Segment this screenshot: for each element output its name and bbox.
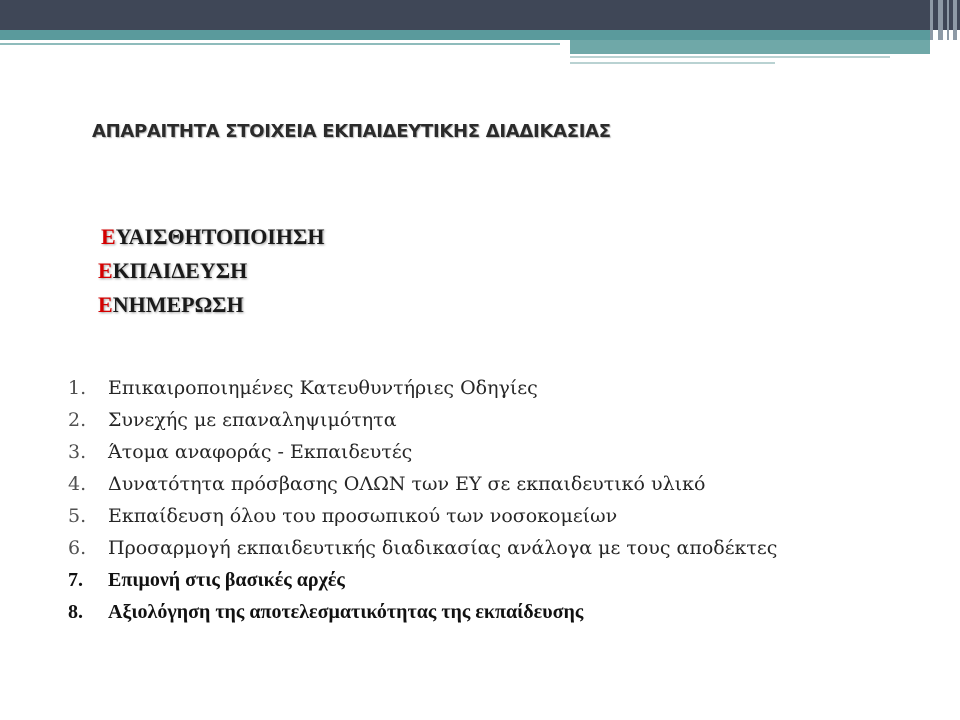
item-text: Προσαρμογή εκπαιδευτικής διαδικασίας ανάλογα με τους αποδέκτες (108, 537, 778, 559)
e-term-initial: Ε (101, 224, 116, 249)
item-text: Επιμονή στις βασικές αρχές (108, 569, 345, 591)
list-item (68, 596, 948, 628)
accent-band-right (570, 40, 930, 54)
list-item (68, 500, 948, 532)
accent-rule-right-short (570, 62, 775, 64)
item-number: 1. (68, 377, 87, 399)
slide-title: ΑΠΑΡΑΙΤΗΤΑ ΣΤΟΙΧΕΙΑ ΕΚΠΑΙΔΕΥΤΙΚΗΣ ΔΙΑΔΙΚΑΣΙΑΣ (92, 121, 611, 142)
item-number: 8. (68, 601, 83, 623)
e-term (98, 254, 324, 288)
item-text: Συνεχής με επαναληψιμότητα (108, 409, 397, 431)
corner-stripe (953, 0, 957, 40)
item-number: 5. (68, 505, 87, 527)
corner-stripe (947, 0, 949, 40)
requirements-list (68, 372, 948, 628)
list-item (68, 564, 948, 596)
list-item (68, 372, 948, 404)
e-term-rest: ΝΗΜΕΡΩΣΗ (112, 292, 244, 317)
item-number: 3. (68, 441, 87, 463)
item-number: 4. (68, 473, 87, 495)
accent-band (0, 30, 930, 40)
item-number: 2. (68, 409, 87, 431)
list-item (68, 468, 948, 500)
accent-rule-left (0, 43, 560, 45)
e-term-rest: ΚΠΑΙΔΕΥΣΗ (112, 258, 248, 283)
header-bar (0, 0, 960, 30)
corner-stripe (930, 0, 933, 40)
item-text: Επικαιροποιημένες Κατευθυντήριες Οδηγίες (108, 377, 538, 399)
e-term (98, 288, 324, 322)
item-number: 7. (68, 569, 83, 591)
corner-stripe (938, 0, 943, 40)
list-item (68, 532, 948, 564)
item-text: Εκπαίδευση όλου του προσωπικού των νοσοκομείων (108, 505, 618, 527)
list-item (68, 436, 948, 468)
item-text: Άτομα αναφοράς - Εκπαιδευτές (108, 441, 413, 463)
accent-rule-right (570, 56, 890, 58)
e-terms-list (98, 220, 324, 322)
list-item (68, 404, 948, 436)
e-term-initial: Ε (98, 258, 113, 283)
item-number: 6. (68, 537, 87, 559)
e-term (98, 220, 324, 254)
item-text: Δυνατότητα πρόσβασης ΟΛΩΝ των ΕΥ σε εκπαιδευτικό υλικό (108, 473, 706, 495)
item-text: Αξιολόγηση της αποτελεσματικότητας της εκπαίδευσης (108, 601, 584, 623)
e-term-rest: ΥΑΙΣΘΗΤΟΠΟΙΗΣΗ (115, 224, 325, 249)
e-term-initial: Ε (98, 292, 113, 317)
